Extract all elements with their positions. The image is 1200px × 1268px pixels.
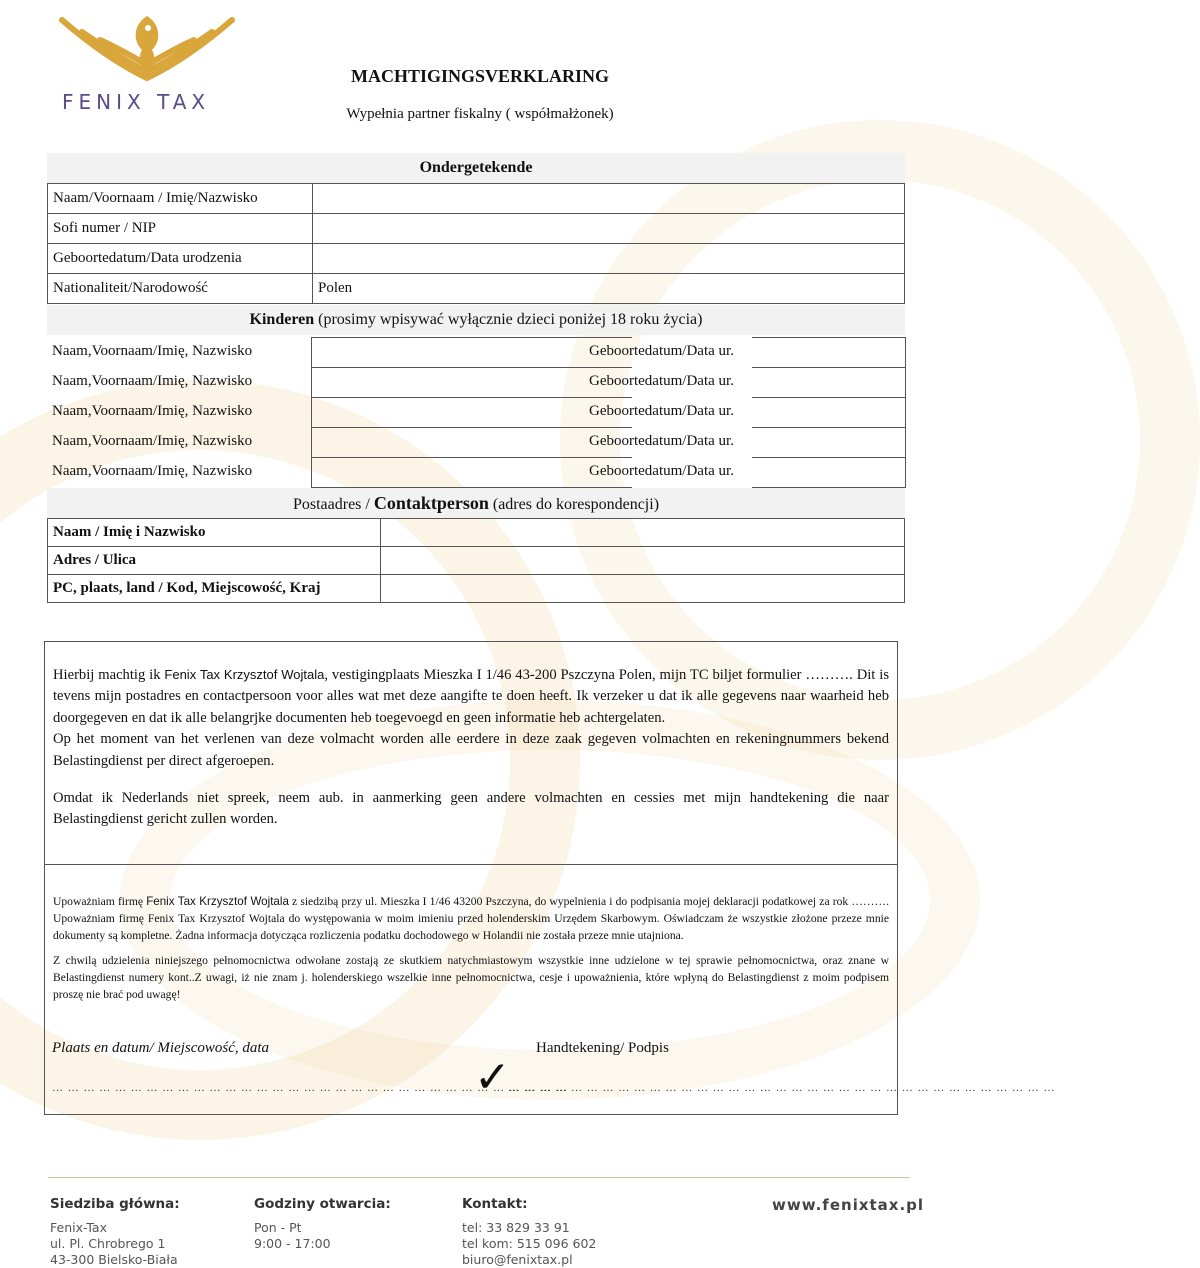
- personal-data-table: [47, 183, 905, 304]
- child-name-label: Naam,Voornaam/Imię, Nazwisko: [52, 403, 253, 419]
- row-label: Nationaliteit/Narodowość: [48, 274, 313, 304]
- authorization-text-box: [44, 641, 898, 865]
- page-title: MACHTIGINGSVERKLARING: [350, 66, 610, 86]
- child-date-label: Geboortedatum/Data ur.: [589, 463, 734, 479]
- row-label: PC, plaats, land / Kod, Miejscowość, Kraj: [48, 575, 381, 603]
- footer-contact-title: Kontakt:: [462, 1196, 528, 1212]
- table-row: [48, 547, 905, 575]
- table-row: [48, 519, 905, 547]
- child-name-label: Naam,Voornaam/Imię, Nazwisko: [52, 343, 253, 359]
- child-date-label: Geboortedatum/Data ur.: [589, 373, 734, 389]
- footer-hq-title: Siedziba główna:: [50, 1196, 180, 1212]
- place-date-label: Plaats en datum/ Miejscowość, data: [52, 1040, 270, 1056]
- row-label: Geboortedatum/Data urodzenia: [48, 244, 313, 274]
- child-date-field[interactable]: [752, 337, 906, 368]
- table-row: [48, 184, 905, 214]
- website-link[interactable]: www.fenixtax.pl: [772, 1196, 925, 1214]
- section-heading-kinderen: Kinderen (prosimy wpisywać wyłącznie dzieci poniżej 18 roku życia): [47, 305, 905, 335]
- row-label: Adres / Ulica: [48, 547, 381, 575]
- list-item: [47, 397, 905, 427]
- birthdate-field[interactable]: [313, 244, 905, 274]
- postal-address-table: [47, 518, 905, 603]
- footer-divider: [48, 1177, 910, 1178]
- table-row: [48, 244, 905, 274]
- name-field[interactable]: [313, 184, 905, 214]
- logo-text-tax: TAX: [157, 90, 211, 114]
- child-name-field[interactable]: [311, 397, 632, 428]
- child-date-field[interactable]: [752, 457, 906, 488]
- street-field[interactable]: [381, 547, 905, 575]
- footer-email-link[interactable]: biuro@fenixtax.pl: [462, 1252, 573, 1267]
- place-date-field[interactable]: … … … … … … … … … … … … … … … … … … … … … … … … … … … … … … … … …: [52, 1082, 568, 1094]
- polish-authorization-box: [44, 865, 1056, 1115]
- nationality-field[interactable]: Polen: [313, 274, 905, 304]
- child-name-field[interactable]: [311, 427, 632, 458]
- table-row: [48, 214, 905, 244]
- list-item: [47, 427, 905, 457]
- signature-label: Handtekening/ Podpis: [536, 1040, 669, 1056]
- child-date-field[interactable]: [752, 427, 906, 458]
- footer-hours: Godziny otwarcia: Pon - Pt 9:00 - 17:00: [254, 1196, 391, 1251]
- row-label: Naam / Imię i Nazwisko: [48, 519, 381, 547]
- list-item: [47, 367, 905, 397]
- page-subtitle: Wypełnia partner fiskalny ( współmałżonek): [346, 106, 614, 122]
- footer-hours-title: Godziny otwarcia:: [254, 1196, 391, 1212]
- child-name-label: Naam,Voornaam/Imię, Nazwisko: [52, 463, 253, 479]
- polish-paragraph: Upoważniam firmę Fenix Tax Krzysztof Wojtala z siedzibą przy ul. Mieszka I 1/46 43200 Pszczyna, do wypelnienia i do podpisania mojej deklaracji podatkowej za rok ………. Upoważniam firmę Fenix Tax Krzysztof Wojtala do występowania w moim imieniu przed holenderskim Urzędem Skarbowym. Oświadczam że wszystkie złożone przeze mnie dokumenty są kompletne. Żadna informacja dotycząca rozliczenia podatku dochodowego w Holandii nie została przeze mnie utajniona.: [53, 895, 889, 942]
- footer-hq: Siedziba główna: Fenix-Tax ul. Pl. Chrobrego 1 43-300 Bielsko-Biała: [50, 1196, 180, 1267]
- row-label: Naam/Voornaam / Imię/Nazwisko: [48, 184, 313, 214]
- checkmark-icon: ✓: [474, 1052, 511, 1103]
- child-name-field[interactable]: [311, 367, 632, 398]
- child-date-field[interactable]: [752, 367, 906, 398]
- polish-paragraph: Z chwilą udzielenia niniejszego pełnomocnictwa odwołane zostają ze skutkiem natychmiastowym wszystkie inne udzielone w tej sprawie pełnomocnictwa, oraz znane w Belastingdienst numery kont..Z uwagi, iż nie znam j. holenderskiego wszelkie inne pełnomocnictwa, cesje i upoważnienia, które wpłyną do Belastingdienst z moim podpisem proszę nie brać pod uwagę!: [53, 954, 889, 1001]
- list-item: [47, 457, 905, 487]
- child-date-label: Geboortedatum/Data ur.: [589, 433, 734, 449]
- child-name-label: Naam,Voornaam/Imię, Nazwisko: [52, 373, 253, 389]
- list-item: [47, 337, 905, 367]
- section-heading-ondergetekende: Ondergetekende: [47, 153, 905, 183]
- sofi-field[interactable]: [313, 214, 905, 244]
- footer-contact: Kontakt: tel: 33 829 33 91 tel kom: 515 096 602 biuro@fenixtax.pl: [462, 1196, 597, 1267]
- children-list: [47, 337, 905, 487]
- child-date-field[interactable]: [752, 397, 906, 428]
- contact-name-field[interactable]: [381, 519, 905, 547]
- row-label: Sofi numer / NIP: [48, 214, 313, 244]
- city-field[interactable]: [381, 575, 905, 603]
- section-heading-postaadres: Postaadres / Contaktperson (adres do korespondencji): [47, 488, 905, 518]
- logo-wordmark: [62, 90, 210, 114]
- authorization-paragraph: Omdat ik Nederlands niet spreek, neem aub. in aanmerking geen andere volmachten en cessies met mijn handtekening die naar Belastingdienst gericht zullen worden.: [53, 790, 889, 828]
- child-name-label: Naam,Voornaam/Imię, Nazwisko: [52, 433, 253, 449]
- child-date-label: Geboortedatum/Data ur.: [589, 403, 734, 419]
- child-name-field[interactable]: [311, 457, 632, 488]
- table-row: [48, 274, 905, 304]
- authorization-paragraph: Op het moment van het verlenen van deze volmacht worden alle eerdere in deze zaak gegeven volmachten en rekeningnummers bekend Belastingdienst per direct afgeroepen.: [53, 731, 889, 769]
- logo-text-fenix: FENIX: [62, 90, 146, 114]
- signature-field[interactable]: … … … … … … … … … … … … … … … … … … … … … … … … … … … … … … … … … … …: [508, 1082, 1056, 1094]
- child-name-field[interactable]: [311, 337, 632, 368]
- table-row: [48, 575, 905, 603]
- child-date-label: Geboortedatum/Data ur.: [589, 343, 734, 359]
- authorization-paragraph: Hierbij machtig ik Fenix Tax Krzysztof Wojtala, vestigingplaats Mieszka I 1/46 43-200 Pszczyna Polen, mijn TC biljet formulier ………. Dit is tevens mijn postadres en contactpersoon voor alles wat met deze aangifte te doen heeft. Ik verzeker u dat ik alle gegevens naar waarheid heb doorgegeven en dat ik alle belangrjke documenten heb toegevoegd en geen informatie heb achtergelaten.: [53, 667, 889, 726]
